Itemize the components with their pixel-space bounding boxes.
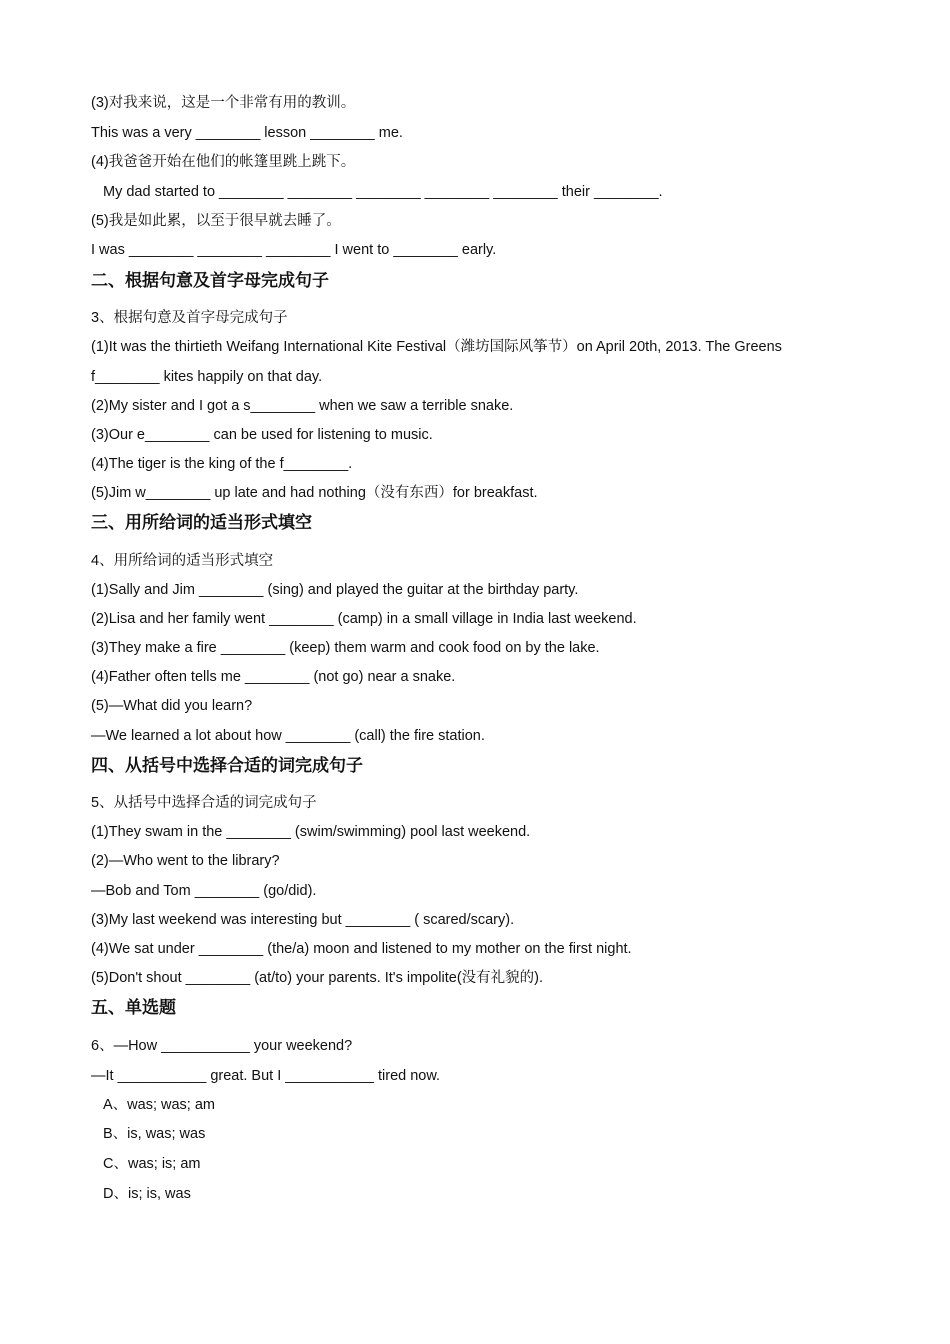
- question-6-line1: 6、—How ___________ your weekend?: [91, 1038, 353, 1054]
- list-item: —Bob and Tom ________ (go/did).: [91, 883, 317, 899]
- list-item: (3)My last weekend was interesting but ________ ( scared/scary).: [91, 912, 515, 928]
- list-item: —We learned a lot about how ________ (call) the fire station.: [91, 728, 485, 744]
- section4-title: 5、从括号中选择合适的词完成句子: [91, 795, 317, 811]
- q3-english: This was a very ________ lesson ________ me.: [91, 125, 403, 141]
- list-item: (5)Jim w________ up late and had nothing（没有东西）for breakfast.: [91, 485, 538, 501]
- option-c: C、was; is; am: [103, 1156, 201, 1172]
- section3-title: 4、用所给词的适当形式填空: [91, 553, 274, 569]
- list-item: (3)Our e________ can be used for listening to music.: [91, 427, 433, 443]
- list-item: (3)They make a fire ________ (keep) them warm and cook food on by the lake.: [91, 640, 600, 656]
- section2-heading: 二、根据句意及首字母完成句子: [91, 271, 329, 291]
- list-item: (2)Lisa and her family went ________ (camp) in a small village in India last weekend.: [91, 611, 637, 627]
- q3-chinese: (3)对我来说，这是一个非常有用的教训。: [91, 95, 356, 111]
- section3-heading: 三、用所给词的适当形式填空: [91, 513, 312, 533]
- question-6-line2: —It ___________ great. But I ___________ tired now.: [91, 1068, 441, 1084]
- option-a: A、was; was; am: [103, 1097, 215, 1113]
- list-item: (2)My sister and I got a s________ when we saw a terrible snake.: [91, 398, 514, 414]
- list-item: (4)Father often tells me ________ (not go) near a snake.: [91, 669, 456, 685]
- q5-chinese: (5)我是如此累，以至于很早就去睡了。: [91, 213, 341, 229]
- list-item: (2)—Who went to the library?: [91, 853, 280, 869]
- section5-heading: 五、单选题: [91, 998, 176, 1018]
- option-d: D、is; is, was: [103, 1186, 191, 1202]
- list-item: (5)Don't shout ________ (at/to) your parents. It's impolite(没有礼貌的).: [91, 970, 543, 986]
- list-item: (5)—What did you learn?: [91, 698, 253, 714]
- q4-chinese: (4)我爸爸开始在他们的帐篷里跳上跳下。: [91, 154, 356, 170]
- list-item: (4)The tiger is the king of the f________.: [91, 456, 353, 472]
- list-item: (1)They swam in the ________ (swim/swimming) pool last weekend.: [91, 824, 531, 840]
- list-item: f________ kites happily on that day.: [91, 369, 323, 385]
- section4-heading: 四、从括号中选择合适的词完成句子: [91, 756, 363, 776]
- list-item: (1)Sally and Jim ________ (sing) and played the guitar at the birthday party.: [91, 582, 579, 598]
- section2-title: 3、根据句意及首字母完成句子: [91, 310, 288, 326]
- option-b: B、is, was; was: [103, 1126, 206, 1142]
- list-item: (4)We sat under ________ (the/a) moon and listened to my mother on the first night.: [91, 941, 632, 957]
- q5-english: I was ________ ________ ________ I went to ________ early.: [91, 242, 497, 258]
- q4-english: My dad started to ________ ________ ________ ________ ________ their ________.: [103, 184, 663, 200]
- list-item: (1)It was the thirtieth Weifang International Kite Festival（潍坊国际风筝节）on April 20th, 2013. The Greens: [91, 339, 782, 355]
